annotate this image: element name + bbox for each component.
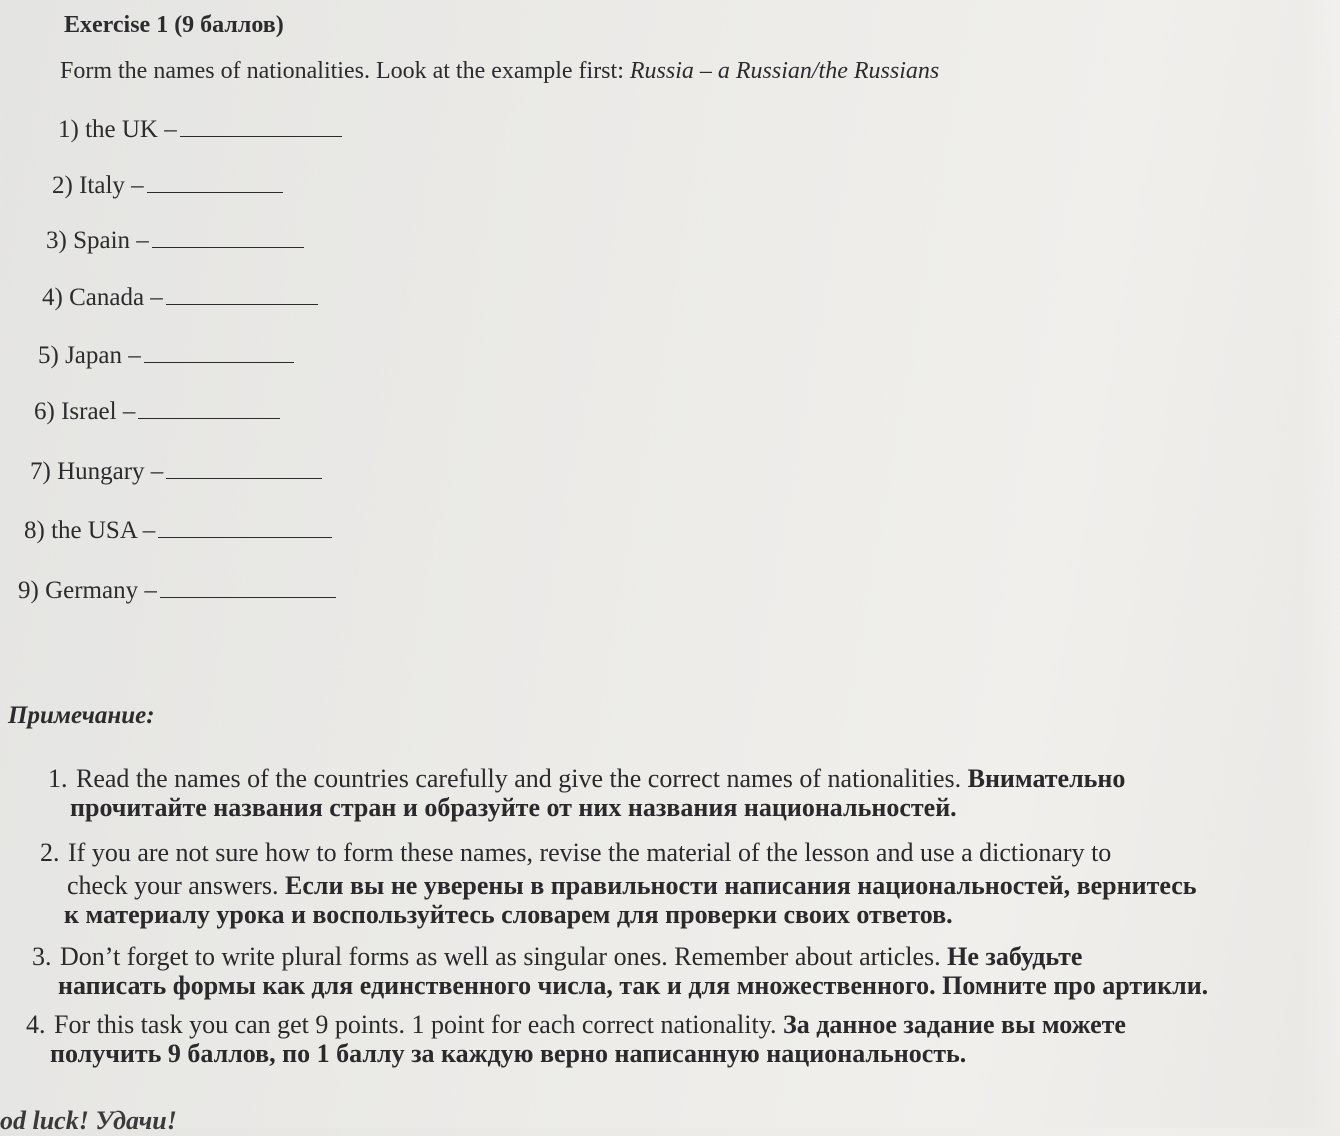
footer-partial-text: od luck! Удачи! xyxy=(0,1106,177,1135)
note-item-3 xyxy=(32,940,1322,1010)
exercise-item xyxy=(52,172,283,200)
item-label: 8) the USA – xyxy=(24,517,156,544)
note-english-continued: check your answers. xyxy=(67,871,279,900)
exercise-item xyxy=(18,577,336,605)
item-label: 6) Israel – xyxy=(34,398,136,425)
instruction-example: Russia – a Russian/the Russians xyxy=(629,58,940,84)
exercise-item xyxy=(42,284,318,312)
note-english: Read the names of the countries carefully and give the correct names of nationalities. xyxy=(76,764,962,793)
item-label: 9) Germany – xyxy=(18,577,157,604)
note-russian: За данное задание вы можете xyxy=(783,1010,1126,1039)
answer-blank[interactable] xyxy=(158,536,332,538)
note-russian-continued: получить 9 баллов, по 1 баллу за каждую верно написанную национальность. xyxy=(50,1039,967,1068)
exercise-item xyxy=(24,517,332,545)
note-russian-continued: к материалу урока и воспользуйтесь словарем для проверки своих ответов. xyxy=(64,900,953,929)
instruction-line xyxy=(60,58,939,85)
note-russian: Внимательно xyxy=(967,764,1126,793)
note-english: For this task you can get 9 points. 1 point for each correct nationality. xyxy=(54,1010,777,1039)
exercise-item xyxy=(34,398,280,426)
note-item-4 xyxy=(26,1008,1316,1078)
note-number: 4. xyxy=(26,1010,46,1039)
answer-blank[interactable] xyxy=(180,135,342,137)
item-label: 5) Japan – xyxy=(38,342,141,369)
note-number: 2. xyxy=(40,838,60,867)
item-label: 4) Canada – xyxy=(42,284,163,311)
note-russian-continued: прочитайте названия стран и образуйте от них названия национальностей. xyxy=(70,793,957,822)
note-number: 1. xyxy=(48,764,68,793)
item-label: 3) Spain – xyxy=(46,227,149,254)
note-russian: Если вы не уверены в правильности написания национальностей, вернитесь xyxy=(285,871,1197,900)
note-russian: Не забудьте xyxy=(947,942,1083,971)
answer-blank[interactable] xyxy=(160,596,336,598)
note-number: 3. xyxy=(32,942,52,971)
answer-blank[interactable] xyxy=(138,417,280,419)
exercise-item xyxy=(46,227,304,255)
exercise-item xyxy=(38,342,294,370)
note-english: Don’t forget to write plural forms as well as singular ones. Remember about articles. xyxy=(60,942,941,971)
exercise-item xyxy=(30,458,322,486)
item-label: 7) Hungary – xyxy=(30,458,164,485)
answer-blank[interactable] xyxy=(166,303,318,305)
answer-blank[interactable] xyxy=(166,477,322,479)
answer-blank[interactable] xyxy=(147,191,283,193)
note-item-1 xyxy=(48,762,1308,832)
exercise-title: Exercise 1 (9 баллов) xyxy=(64,12,284,38)
instruction-text: Form the names of nationalities. Look at the example first: xyxy=(60,58,624,84)
note-russian-continued: написать формы как для единственного числа, так и для множественного. Помните про артикли. xyxy=(58,971,1209,1000)
exercise-item xyxy=(58,116,342,144)
note-item-2 xyxy=(40,836,1320,936)
item-label: 1) the UK – xyxy=(58,116,177,143)
item-label: 2) Italy – xyxy=(52,172,144,199)
note-heading: Примечание: xyxy=(8,702,155,729)
answer-blank[interactable] xyxy=(152,246,304,248)
note-english: If you are not sure how to form these names, revise the material of the lesson and use a dictionary to xyxy=(68,838,1112,867)
answer-blank[interactable] xyxy=(144,361,294,363)
